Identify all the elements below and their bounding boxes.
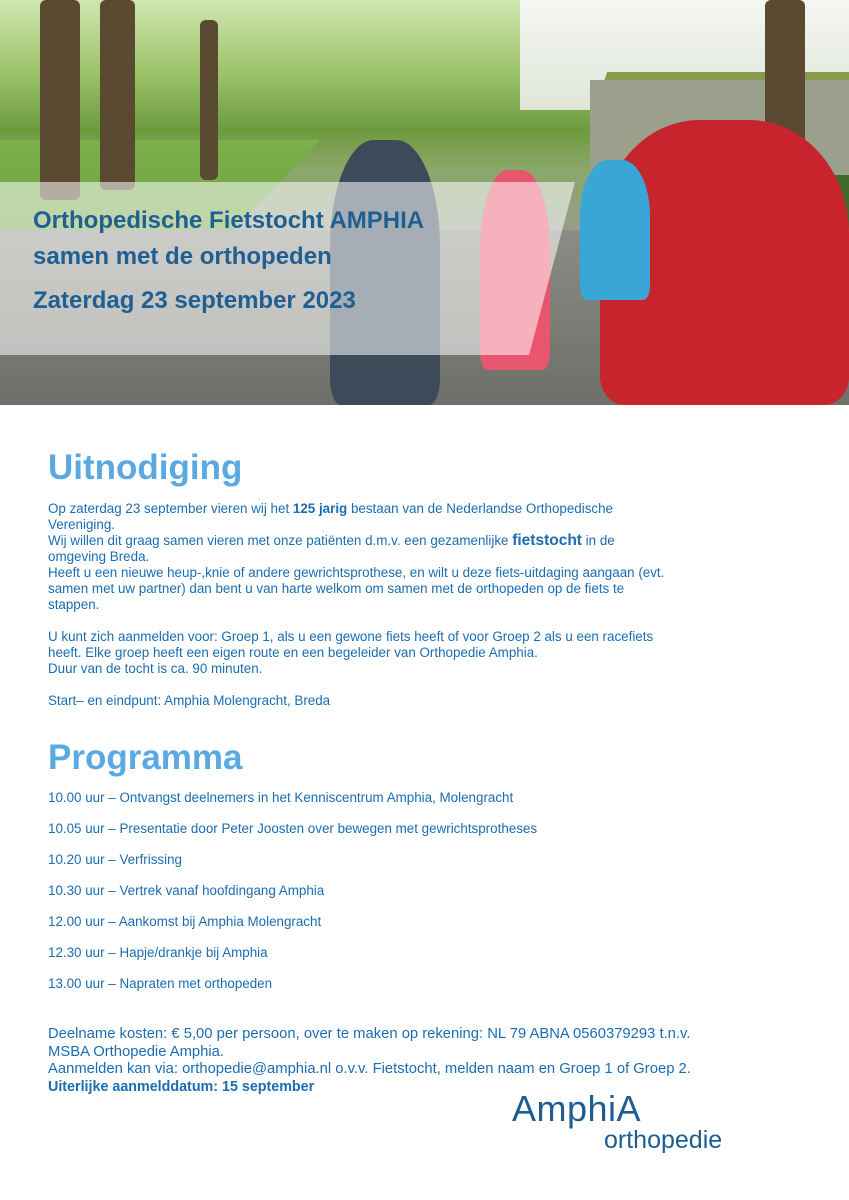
logo-sub: orthopedie [604, 1126, 723, 1154]
program-item: 13.00 uur – Napraten met orthopeden [48, 976, 273, 991]
amphia-orthopedie-logo [512, 1088, 752, 1158]
invite-heading: Uitnodiging [48, 448, 243, 487]
program-item: 10.05 uur – Presentatie door Peter Joosten over bewegen met gewrichtsprotheses [48, 821, 538, 836]
program-item: 10.30 uur – Vertrek vanaf hoofdingang Amphia [48, 883, 325, 898]
invite-p6: Start– en eindpunt: Amphia Molengracht, Breda [48, 693, 331, 708]
program-item: 10.00 uur – Ontvangst deelnemers in het Kenniscentrum Amphia, Molengracht [48, 790, 514, 805]
invite-p4: U kunt zich aanmelden voor: Groep 1, als u een gewone fiets heeft of voor Groep 2 als u een racefiets heeft. Elke groep heeft een eigen route en een begeleider van Orthopedie Amphia. [48, 629, 654, 660]
cost-info: Deelname kosten: € 5,00 per persoon, over te maken op rekening: NL 79 ABNA 0560379293 t.n.v. MSBA Orthopedie Amphia. [48, 1026, 691, 1060]
program-item: 12.00 uur – Aankomst bij Amphia Molengracht [48, 914, 322, 929]
program-item: 10.20 uur – Verfrissing [48, 852, 182, 867]
invite-p2: Wij willen dit graag samen vieren met onze patiënten d.m.v. een gezamenlijke fietstocht in de omgeving Breda. [48, 532, 615, 564]
event-date: Zaterdag 23 september 2023 [33, 287, 356, 314]
footer-info [48, 1026, 728, 1096]
program-item: 12.30 uur – Hapje/drankje bij Amphia [48, 945, 268, 960]
invite-body [48, 501, 668, 709]
logo-name: AmphiA [512, 1088, 642, 1129]
signup-info: Aanmelden kan via: orthopedie@amphia.nl o.v.v. Fietstocht, melden naam en Groep 1 of Groep 2. [48, 1061, 691, 1077]
invite-p3: Heeft u een nieuwe heup-,knie of andere gewrichtsprothese, en wilt u deze fiets-uitdaging aangaan (evt. samen met uw partner) dan bent u van harte welkom om samen met de orthopeden op de fiets te stappen. [48, 565, 665, 612]
deadline: Uiterlijke aanmelddatum: 15 september [48, 1078, 315, 1095]
event-subtitle: samen met de orthopeden [33, 243, 332, 270]
event-title: Orthopedische Fietstocht AMPHIA [33, 207, 425, 234]
invite-p5: Duur van de tocht is ca. 90 minuten. [48, 661, 263, 676]
invite-p1: Op zaterdag 23 september vieren wij het 125 jarig bestaan van de Nederlandse Orthopedische Vereniging. [48, 501, 613, 532]
program-heading: Programma [48, 738, 243, 777]
